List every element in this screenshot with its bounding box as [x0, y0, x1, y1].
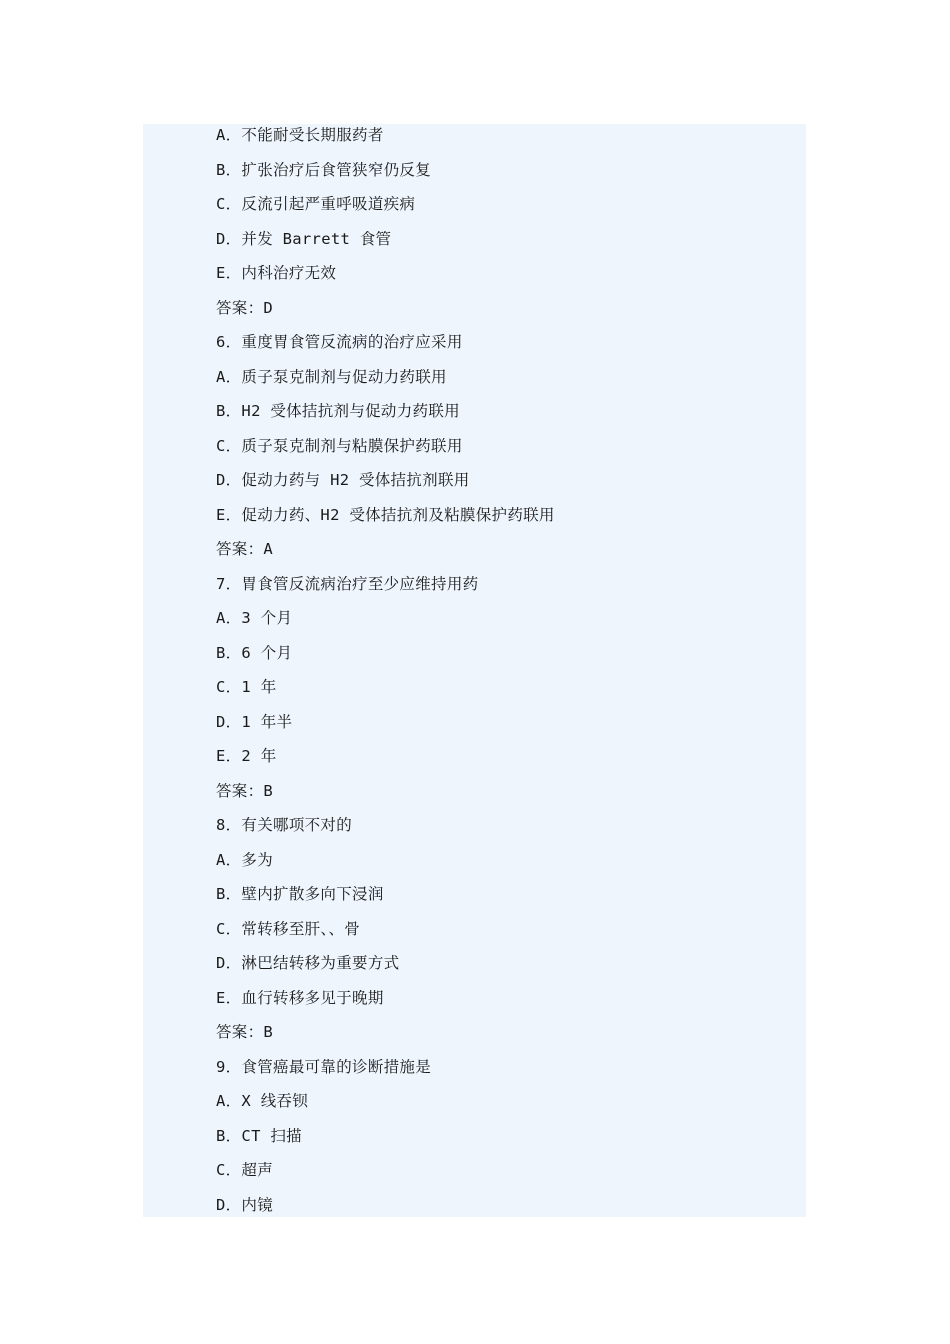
q6-option-b: B．H2 受体拮抗剂与促动力药联用 [216, 402, 460, 420]
q8-option-d: D．淋巴结转移为重要方式 [216, 954, 400, 972]
option-c-line: C．反流引起严重呼吸道疾病 [216, 195, 416, 213]
q6-answer: 答案：A [216, 540, 274, 558]
q9-option-a: A．X 线吞钡 [216, 1092, 309, 1110]
content-panel [143, 124, 806, 1217]
q8-option-e: E．血行转移多见于晚期 [216, 988, 384, 1007]
q8-option-c: C．常转移至肝、、骨 [216, 919, 361, 938]
q8-option-b: B．壁内扩散多向下浸润 [216, 885, 384, 903]
answer-line: 答案：D [216, 298, 274, 317]
option-d-line: D．并发 Barrett 食管 [216, 229, 392, 248]
option-b-line: B．扩张治疗后食管狭窄仍反复 [216, 160, 432, 179]
text-lines [216, 124, 796, 1228]
q6-option-c: C．质子泵克制剂与粘膜保护药联用 [216, 436, 463, 455]
question-8: 8．有关哪项不对的 [216, 816, 353, 834]
q8-answer: 答案：B [216, 1023, 274, 1041]
q9-option-c: C．超声 [216, 1161, 274, 1179]
question-7: 7．胃食管反流病治疗至少应维持用药 [216, 574, 479, 593]
q7-option-d: D．1 年半 [216, 712, 293, 731]
q7-option-a: A．3 个月 [216, 609, 293, 627]
option-e-line: E．内科治疗无效 [216, 264, 337, 282]
option-a-line: A．不能耐受长期服药者 [216, 126, 384, 144]
q6-option-a: A．质子泵克制剂与促动力药联用 [216, 367, 447, 386]
q9-option-b: B．CT 扫描 [216, 1126, 302, 1145]
q7-answer: 答案：B [216, 781, 274, 800]
q6-option-d: D．促动力药与 H2 受体拮抗剂联用 [216, 471, 470, 489]
question-6: 6．重度胃食管反流病的治疗应采用 [216, 333, 463, 351]
question-9: 9．食管癌最可靠的诊断措施是 [216, 1057, 432, 1076]
q7-option-b: B．6 个月 [216, 643, 293, 662]
q8-option-a: A．多为 [216, 850, 274, 869]
q7-option-e: E．2 年 [216, 747, 277, 765]
q6-option-e: E．促动力药、H2 受体拮抗剂及粘膜保护药联用 [216, 505, 555, 524]
q9-option-d: D．内镜 [216, 1195, 274, 1214]
q7-option-c: C．1 年 [216, 678, 277, 696]
